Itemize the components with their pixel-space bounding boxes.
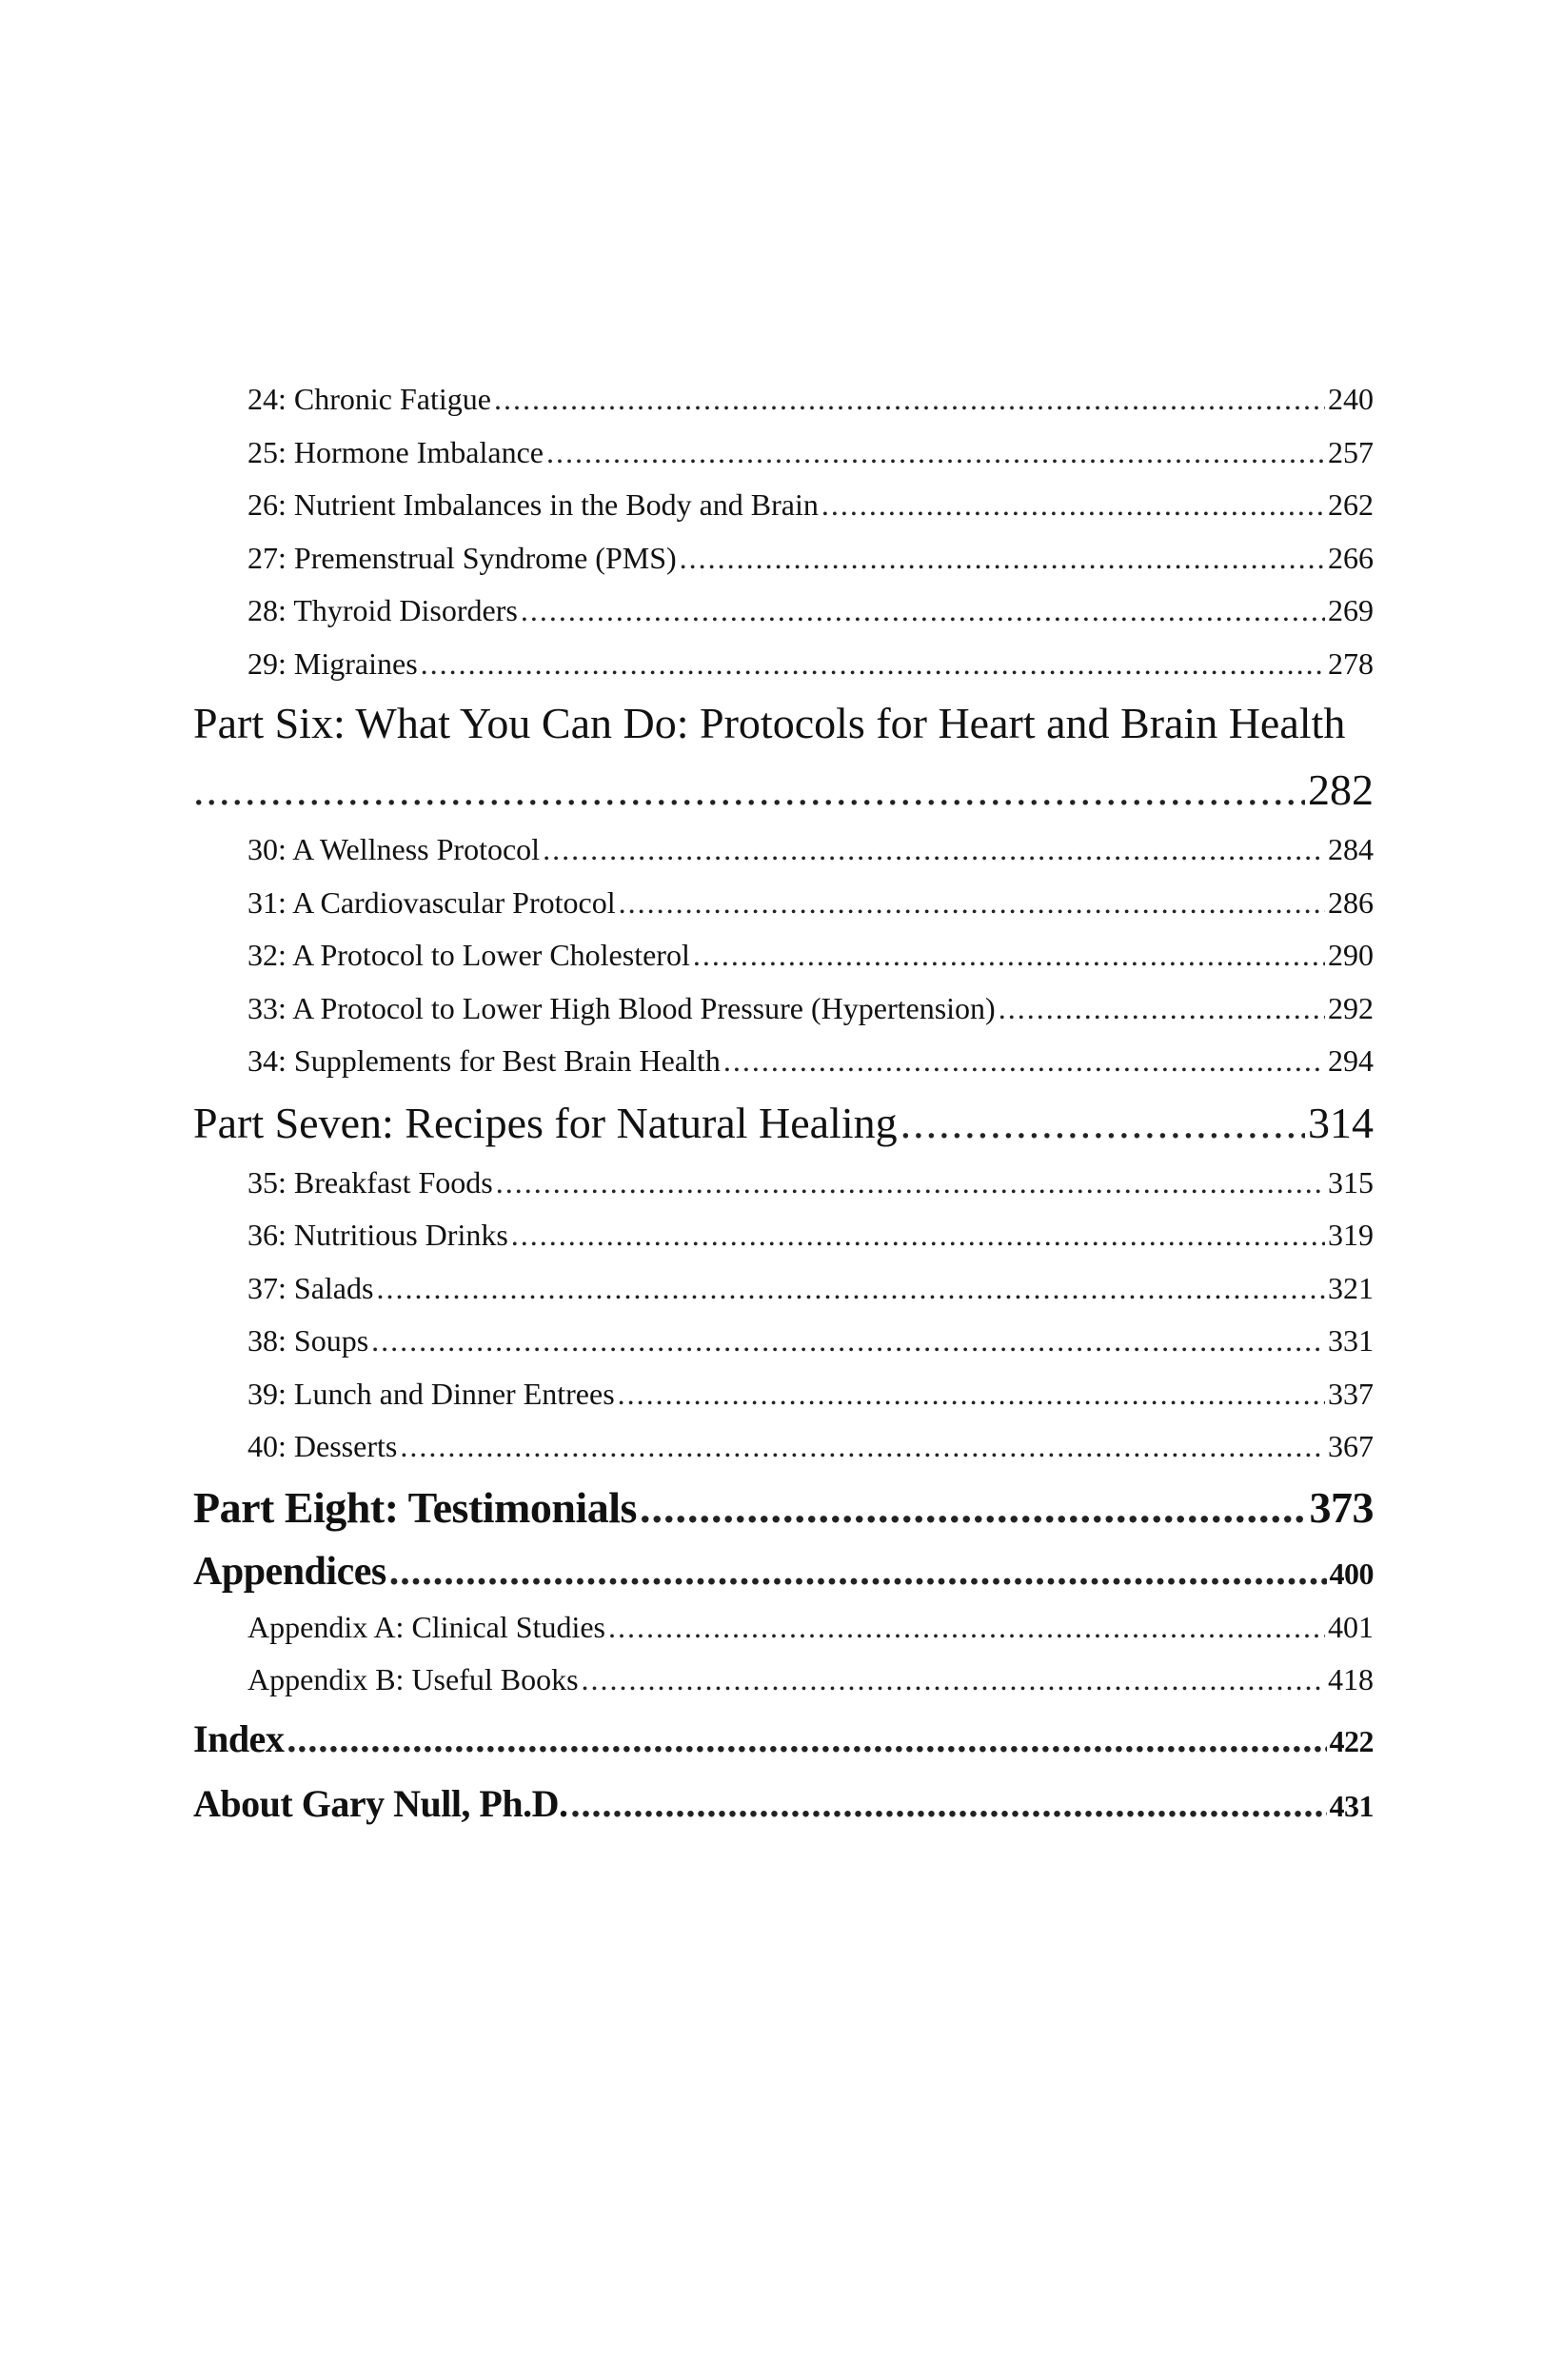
toc-entry-page: 418 (1328, 1662, 1374, 1696)
dot-leader (723, 1035, 1325, 1088)
dot-leader (546, 426, 1325, 480)
toc-entry-32 (193, 929, 1374, 982)
toc-entry-37 (193, 1262, 1374, 1316)
toc-part-title: Part Eight: Testimonials (193, 1482, 637, 1532)
toc-entry-title: 25: Hormone Imbalance (247, 434, 544, 469)
toc-entry-title: 35: Breakfast Foods (247, 1164, 493, 1200)
toc-entry-appendix-a (193, 1601, 1374, 1655)
toc-entry-36 (193, 1209, 1374, 1262)
toc-entry-40 (193, 1420, 1374, 1474)
toc-part-page: 373 (1309, 1482, 1374, 1532)
toc-section-title: Index (193, 1716, 285, 1760)
toc-about (193, 1772, 1374, 1836)
toc-entry-24 (193, 373, 1374, 426)
toc-entry-39 (193, 1368, 1374, 1421)
toc-entry-38 (193, 1315, 1374, 1368)
toc-entry-title: Appendix B: Useful Books (247, 1662, 579, 1696)
dot-leader (619, 877, 1325, 930)
toc-entry-appendix-b (193, 1654, 1374, 1707)
dot-leader (608, 1601, 1325, 1655)
toc-entry-title: Appendix A: Clinical Studies (247, 1609, 605, 1644)
dot-leader (821, 479, 1325, 532)
toc-entry-27 (193, 532, 1374, 585)
toc-entry-page: 269 (1328, 593, 1374, 627)
toc-entry-title: 38: Soups (247, 1323, 369, 1358)
toc-part-seven (193, 1090, 1374, 1157)
toc-entry-page: 292 (1328, 990, 1374, 1025)
dot-leader (389, 1542, 1327, 1601)
toc-entry-title: 30: A Wellness Protocol (247, 832, 541, 866)
toc-entry-28 (193, 585, 1374, 638)
toc-entry-34 (193, 1035, 1374, 1088)
toc-entry-page: 294 (1328, 1043, 1374, 1078)
toc-entry-page: 257 (1328, 434, 1374, 469)
toc-entry-33 (193, 982, 1374, 1036)
dot-leader (618, 1368, 1325, 1421)
toc-appendices (193, 1542, 1374, 1601)
table-of-contents (193, 373, 1374, 1836)
toc-index (193, 1707, 1374, 1772)
dot-leader (571, 1772, 1327, 1836)
toc-part-leader-row (193, 757, 1374, 823)
dot-leader (999, 982, 1325, 1036)
dot-leader (376, 1262, 1325, 1316)
toc-entry-title: 24: Chronic Fatigue (247, 382, 491, 416)
toc-entry-page: 367 (1328, 1429, 1374, 1463)
toc-entry-page: 401 (1328, 1609, 1374, 1644)
toc-entry-31 (193, 877, 1374, 930)
toc-part-page: 282 (1308, 765, 1374, 814)
dot-leader (287, 1707, 1326, 1772)
dot-leader (900, 1090, 1305, 1157)
toc-section-page: 422 (1329, 1723, 1374, 1758)
dot-leader (543, 823, 1325, 877)
toc-entry-title: 33: A Protocol to Lower High Blood Pressure (Hypertension) (247, 990, 996, 1025)
dot-leader (582, 1654, 1325, 1707)
toc-entry-page: 278 (1328, 645, 1374, 681)
toc-entry-page: 337 (1328, 1376, 1374, 1411)
dot-leader (371, 1315, 1325, 1368)
toc-entry-page: 284 (1328, 832, 1374, 866)
toc-entry-page: 331 (1328, 1323, 1374, 1358)
dot-leader (421, 638, 1325, 691)
toc-entry-title: 39: Lunch and Dinner Entrees (247, 1376, 615, 1411)
toc-entry-29 (193, 638, 1374, 691)
toc-entry-page: 266 (1328, 540, 1374, 575)
toc-entry-title: 32: A Protocol to Lower Cholesterol (247, 938, 690, 972)
dot-leader (521, 585, 1325, 638)
dot-leader (496, 1157, 1325, 1210)
toc-entry-title: 34: Supplements for Best Brain Health (247, 1043, 721, 1078)
toc-entry-title: 40: Desserts (247, 1429, 398, 1463)
toc-entry-title: 27: Premenstrual Syndrome (PMS) (247, 540, 677, 575)
toc-part-title: Part Seven: Recipes for Natural Healing (193, 1098, 898, 1147)
toc-section-page: 400 (1329, 1556, 1374, 1591)
toc-entry-title: 37: Salads (247, 1270, 374, 1305)
toc-entry-page: 321 (1328, 1270, 1374, 1305)
toc-entry-title: 36: Nutritious Drinks (247, 1218, 508, 1252)
toc-entry-title: 28: Thyroid Disorders (247, 593, 518, 627)
toc-entry-page: 262 (1328, 487, 1374, 522)
toc-entry-26 (193, 479, 1374, 532)
toc-entry-page: 290 (1328, 938, 1374, 972)
toc-entry-title: 29: Migraines (247, 645, 418, 681)
dot-leader (400, 1420, 1325, 1474)
toc-part-title: Part Six: What You Can Do: Protocols for Heart and Brain Health (193, 699, 1346, 747)
toc-entry-25 (193, 426, 1374, 480)
dot-leader (193, 757, 1305, 823)
toc-entry-30 (193, 823, 1374, 877)
toc-part-page: 314 (1308, 1098, 1374, 1147)
toc-section-title: About Gary Null, Ph.D. (193, 1781, 568, 1825)
toc-entry-page: 240 (1328, 382, 1374, 416)
toc-entry-page: 286 (1328, 884, 1374, 920)
dot-leader (680, 532, 1325, 585)
toc-part-eight (193, 1474, 1374, 1542)
dot-leader (494, 373, 1325, 426)
toc-part-six (193, 690, 1374, 823)
dot-leader (511, 1209, 1325, 1262)
dot-leader (693, 929, 1325, 982)
toc-entry-page: 319 (1328, 1218, 1374, 1252)
toc-entry-page: 315 (1328, 1164, 1374, 1200)
toc-entry-title: 31: A Cardiovascular Protocol (247, 884, 616, 920)
toc-entry-35 (193, 1157, 1374, 1210)
toc-section-title: Appendices (193, 1549, 386, 1594)
dot-leader (640, 1474, 1307, 1542)
toc-section-page: 431 (1329, 1788, 1374, 1823)
toc-entry-title: 26: Nutrient Imbalances in the Body and Brain (247, 487, 819, 522)
